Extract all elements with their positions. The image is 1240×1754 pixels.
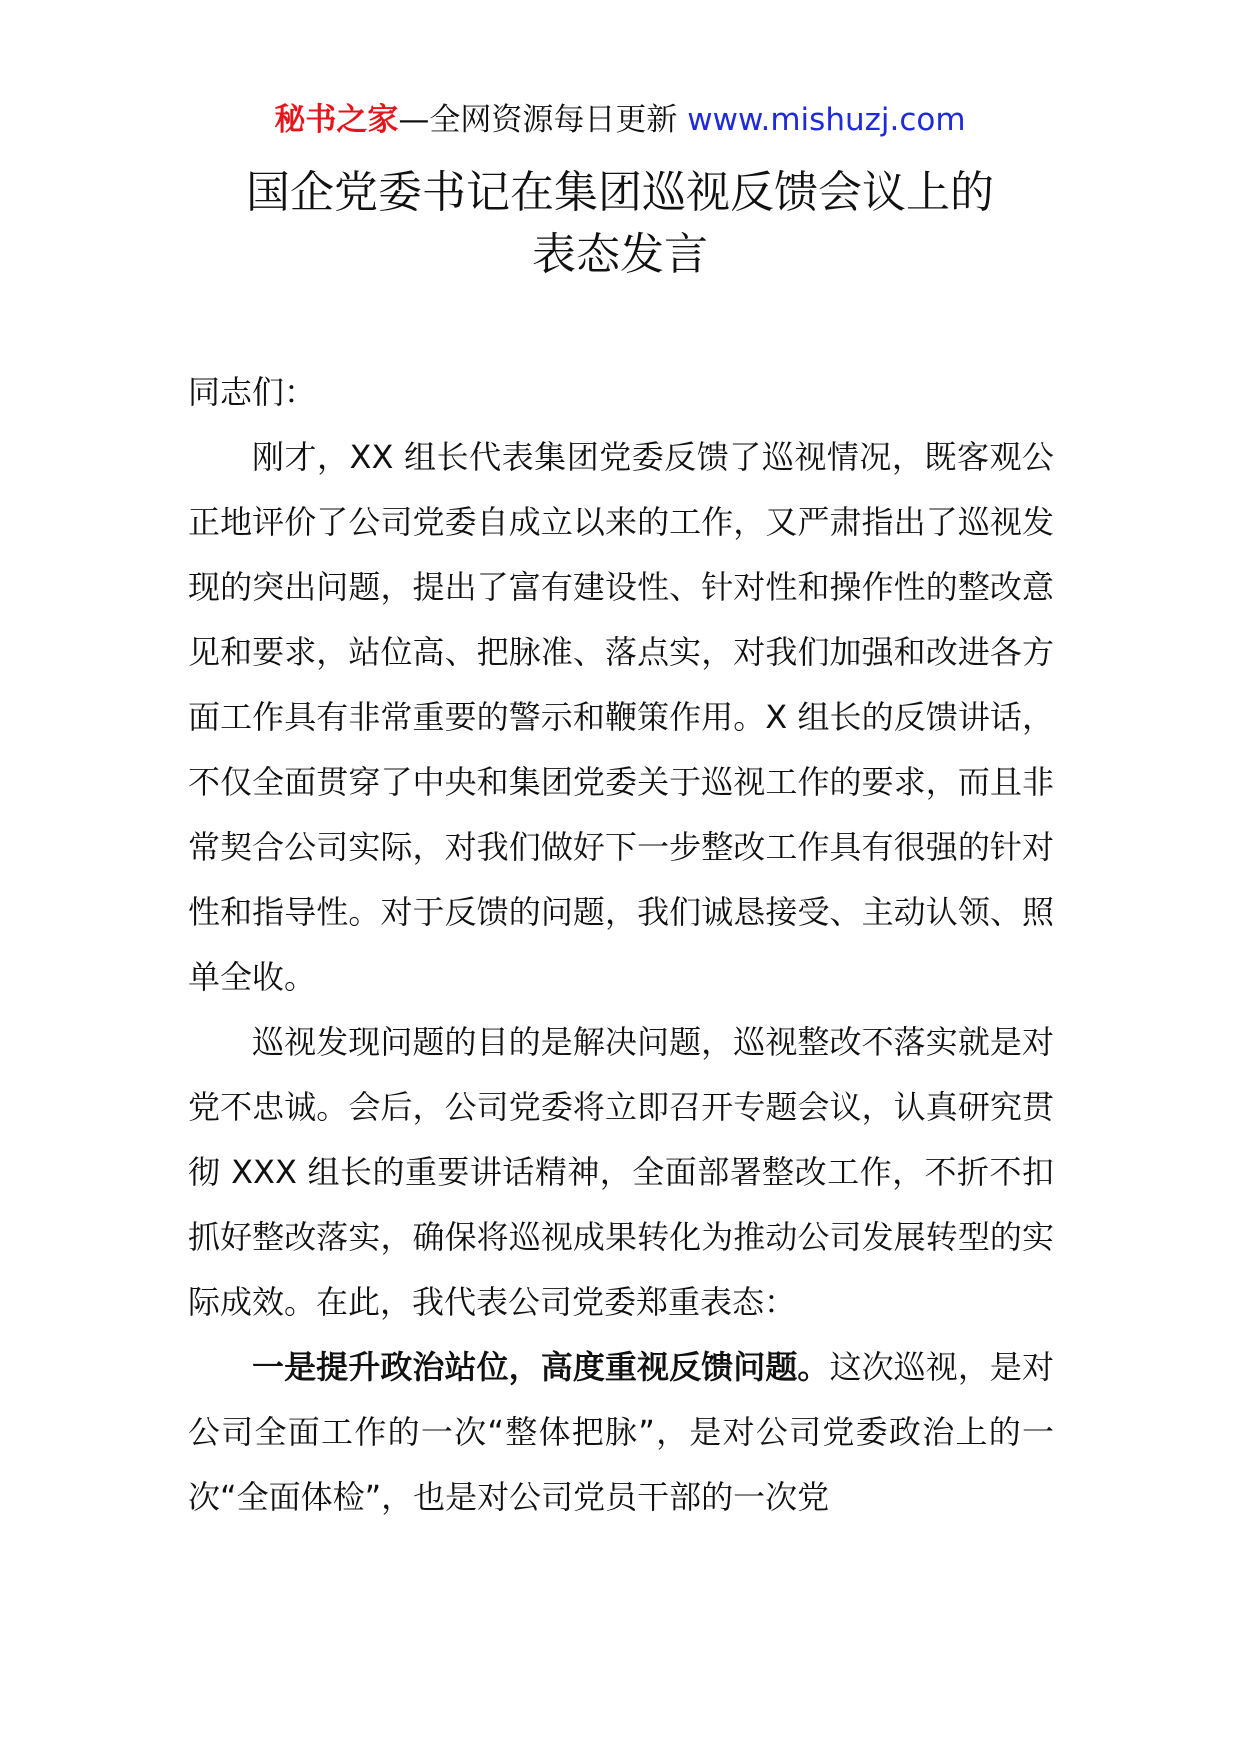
document-title	[0, 162, 1240, 286]
title-line-2: 表态发言	[532, 229, 708, 280]
document-body	[188, 360, 1054, 1530]
paragraph-2: 巡视发现问题的目的是解决问题，巡视整改不落实就是对党不忠诚。会后，公司党委将立即召开专题会议，认真研究贯彻 XXX 组长的重要讲话精神，全面部署整改工作，不折不扣抓好整改落实，确保将巡视成果转化为推动公司发展转型的实际成效。在此，我代表公司党委郑重表态：	[188, 1023, 1054, 1321]
paragraph-3	[188, 1335, 1054, 1530]
site-banner	[0, 100, 1240, 140]
site-url-link[interactable]: www.mishuzj.com	[687, 102, 966, 138]
banner-tagline: —全网资源每日更新	[398, 102, 678, 138]
title-line-1: 国企党委书记在集团巡视反馈会议上的	[246, 167, 994, 218]
salutation: 同志们：	[188, 373, 317, 411]
paragraph-3-lead: 一是提升政治站位，高度重视反馈问题。	[252, 1348, 830, 1386]
paragraph-3-text: 这次巡视，是对公司全面工作的一次“整体把脉”，是对公司党委政治上的一次“全面体检”，也是对公司党员干部的一次党	[188, 1348, 1054, 1516]
paragraph-1: 刚才，XX 组长代表集团党委反馈了巡视情况，既客观公正地评价了公司党委自成立以来的工作，又严肃指出了巡视发现的突出问题，提出了富有建设性、针对性和操作性的整改意见和要求，站位高、把脉准、落点实，对我们加强和改进各方面工作具有非常重要的警示和鞭策作用。X 组长的反馈讲话，不仅全面贯穿了中央和集团党委关于巡视工作的要求，而且非常契合公司实际，对我们做好下一步整改工作具有很强的针对性和指导性。对于反馈的问题，我们诚恳接受、主动认领、照单全收。	[188, 438, 1054, 996]
brand-name: 秘书之家	[274, 102, 399, 138]
